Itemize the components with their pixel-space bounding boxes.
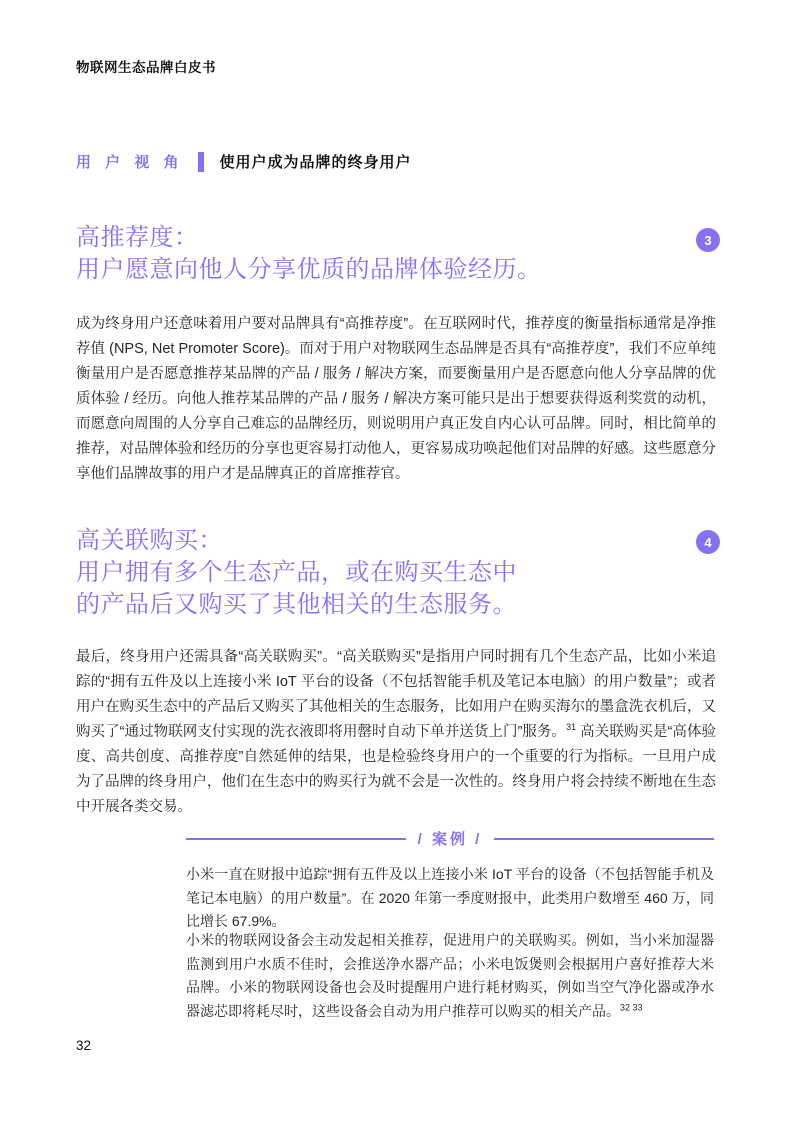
footnote-refs-32-33: 32 33 <box>620 1001 643 1012</box>
case-divider-left-line <box>186 838 406 840</box>
heading-recommendation-line-1: 高推荐度： <box>76 224 199 251</box>
heading-related-purchase-line-1: 高关联购买： <box>76 527 223 554</box>
number-badge-4: 4 <box>696 530 720 554</box>
case-paragraph-2 <box>186 929 714 1023</box>
section-label: 用 户 视 角 <box>76 154 184 171</box>
heading-recommendation <box>76 222 676 286</box>
heading-recommendation-line-2: 用户愿意向他人分享优质的品牌体验经历。 <box>76 256 542 283</box>
case-paragraph-2-text: 小米的物联网设备会主动发起相关推荐，促进用户的关联购买。例如，当小米加湿器监测到用户水质不佳时，会推送净水器产品；小米电饭煲则会根据用户喜好推荐大米品牌。小米的物联网设备也会及时提醒用户进行耗材购买，例如当空气净化器或净水器滤芯即将耗尽时，这些设备会自动为用户推荐可以购买的相关产品。 <box>186 932 714 1019</box>
section-divider-bar <box>198 152 204 172</box>
section-header <box>76 151 412 172</box>
case-divider <box>186 828 714 849</box>
heading-related-purchase <box>76 525 676 621</box>
paragraph-recommendation: 成为终身用户还意味着用户要对品牌具有“高推荐度”。在互联网时代，推荐度的衡量指标通常是净推荐值 (NPS, Net Promoter Score)。而对于用户对物联网生态品牌是否具有“高推荐度”，我们不应单纯衡量用户是否愿意推荐某品牌的产品 / 服务 / 解决方案，而要衡量用户是否愿意向他人分享品牌的优质体验 / 经历。向他人推荐某品牌的产品 / 服务 / 解决方案可能只是出于想要获得返利奖赏的动机，而愿意向周围的人分享自己难忘的品牌经历，则说明用户真正发自内心认可品牌。同时，相比简单的推荐，对品牌体验和经历的分享也更容易打动他人，更容易成功唤起他们对品牌的好感。这些愿意分享他们品牌故事的用户才是品牌真正的首席推荐官。 <box>76 316 716 482</box>
number-badge-3: 3 <box>696 228 720 252</box>
case-paragraph-1: 小米一直在财报中追踪“拥有五件及以上连接小米 IoT 平台的设备（不包括智能手机及笔记本电脑）的用户数量”。在 2020 年第一季度财报中，此类用户数增至 460 万，同比增长 67.9%。 <box>186 866 714 929</box>
case-divider-label: / 案例 / <box>417 831 483 848</box>
section-title: 使用户成为品牌的终身用户 <box>219 154 412 171</box>
paragraph-related-purchase-text-2: 高关联购买是“高体验度、高共创度、高推荐度”自然延伸的结果，也是检验终身用户的一个重要的行为指标。一旦用户成为了品牌的终身用户，他们在生态中的购买行为就不会是一次性的。终身用户将会持续不断地在生态中开展各类交易。 <box>76 724 716 815</box>
footnote-ref-31: 31 <box>566 722 577 733</box>
paragraph-related-purchase-text-1: 最后，终身用户还需具备“高关联购买”。“高关联购买”是指用户同时拥有几个生态产品，比如小米追踪的“拥有五件及以上连接小米 IoT 平台的设备（不包括智能手机及笔记本电脑）的用户数量”；或者用户在购买生态中的产品后又购买了其他相关的生态服务，比如用户在购买海尔的墨盒洗衣机后，又购买了“通过物联网支付实现的洗衣液即将用罄时自动下单并送货上门”服务。 <box>76 649 716 740</box>
heading-related-purchase-line-3: 的产品后又购买了其他相关的生态服务。 <box>76 591 517 618</box>
page-number: 32 <box>76 1038 92 1053</box>
case-divider-right-line <box>494 838 714 840</box>
heading-related-purchase-line-2: 用户拥有多个生态产品，或在购买生态中 <box>76 559 517 586</box>
paragraph-related-purchase <box>76 645 716 820</box>
document-title: 物联网生态品牌白皮书 <box>76 60 216 75</box>
